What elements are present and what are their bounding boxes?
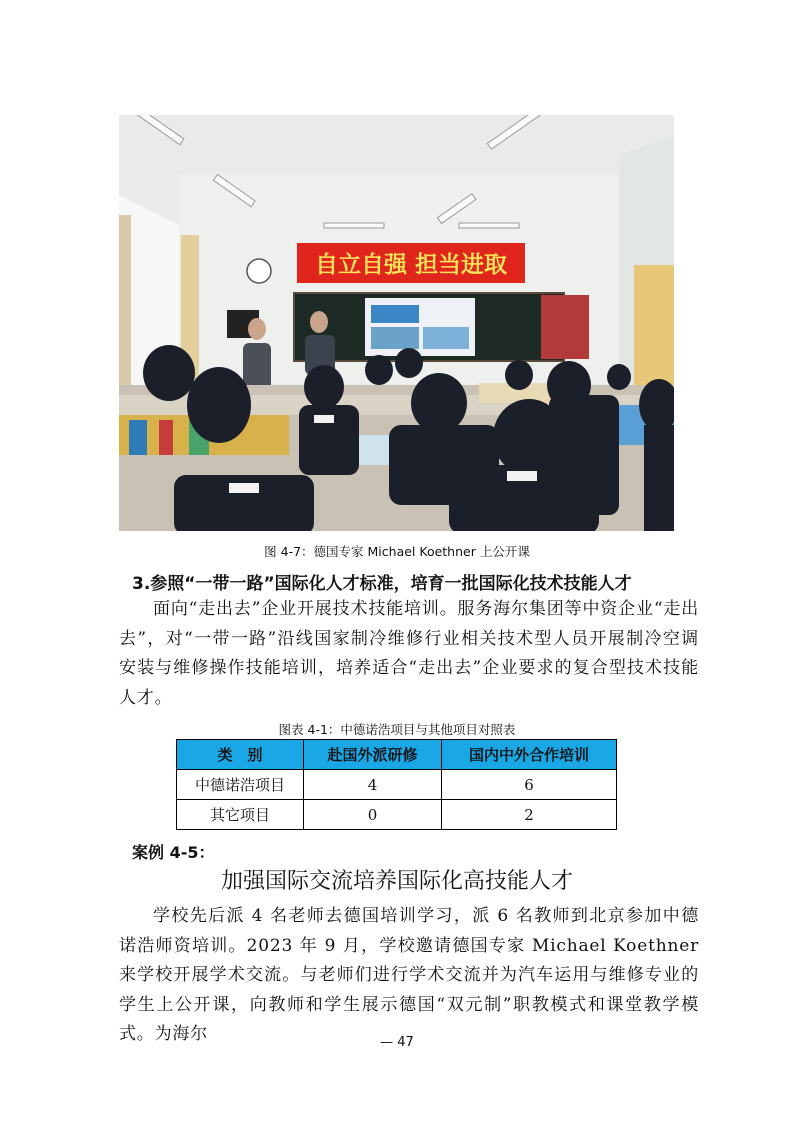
- paragraph-1: [119, 595, 699, 713]
- table-header-domestic: 国内中外合作培训: [442, 740, 617, 770]
- case-title: 加强国际交流培养国际化高技能人才: [220, 869, 573, 894]
- table-cell: 6: [442, 770, 617, 800]
- paragraph-2: [119, 902, 699, 1050]
- comparison-table: [176, 739, 617, 830]
- table-cell: 4: [304, 770, 442, 800]
- classroom-photo: [119, 115, 674, 531]
- table-cell: 0: [304, 800, 442, 830]
- classroom-banner-text: 自立自强 担当进取: [314, 252, 508, 278]
- case-label: 案例 4-5：: [132, 843, 215, 862]
- paragraph-1-text: 面向“走出去”企业开展技术技能培训。服务海尔集团等中资企业“走出去”，对“一带一路”沿线国家制冷维修行业相关技术型人员开展制冷空调安装与维修操作技能培训，培养适合“走出去”企业要求的复合型技术技能人才。: [119, 599, 699, 708]
- section-heading: 3.参照“一带一路”国际化人才标准，培育一批国际化技术技能人才: [132, 574, 632, 594]
- table-row: [177, 770, 617, 800]
- table-cell: 2: [442, 800, 617, 830]
- table-header-overseas: 赴国外派研修: [304, 740, 442, 770]
- page-number: — 47: [380, 1035, 414, 1050]
- paragraph-2-text: 学校先后派 4 名老师去德国培训学习，派 6 名教师到北京参加中德诺浩师资培训。2023 年 9 月，学校邀请德国专家 Michael Koethner 来学校开展学术交流。与老师们进行学术交流并为汽车运用与维修专业的学生上公开课，向教师和学生展示德国“双元制”职教模式和课堂教学模式。为海尔: [119, 906, 699, 1044]
- table-caption: 图表 4-1：中德诺浩项目与其他项目对照表: [278, 722, 516, 737]
- table-cell: 中德诺浩项目: [177, 770, 304, 800]
- table-row: [177, 800, 617, 830]
- table-cell: 其它项目: [177, 800, 304, 830]
- table-header-category: 类 别: [177, 740, 304, 770]
- figure-caption: 图 4-7：德国专家 Michael Koethner 上公开课: [264, 544, 530, 559]
- table-header-row: [177, 740, 617, 770]
